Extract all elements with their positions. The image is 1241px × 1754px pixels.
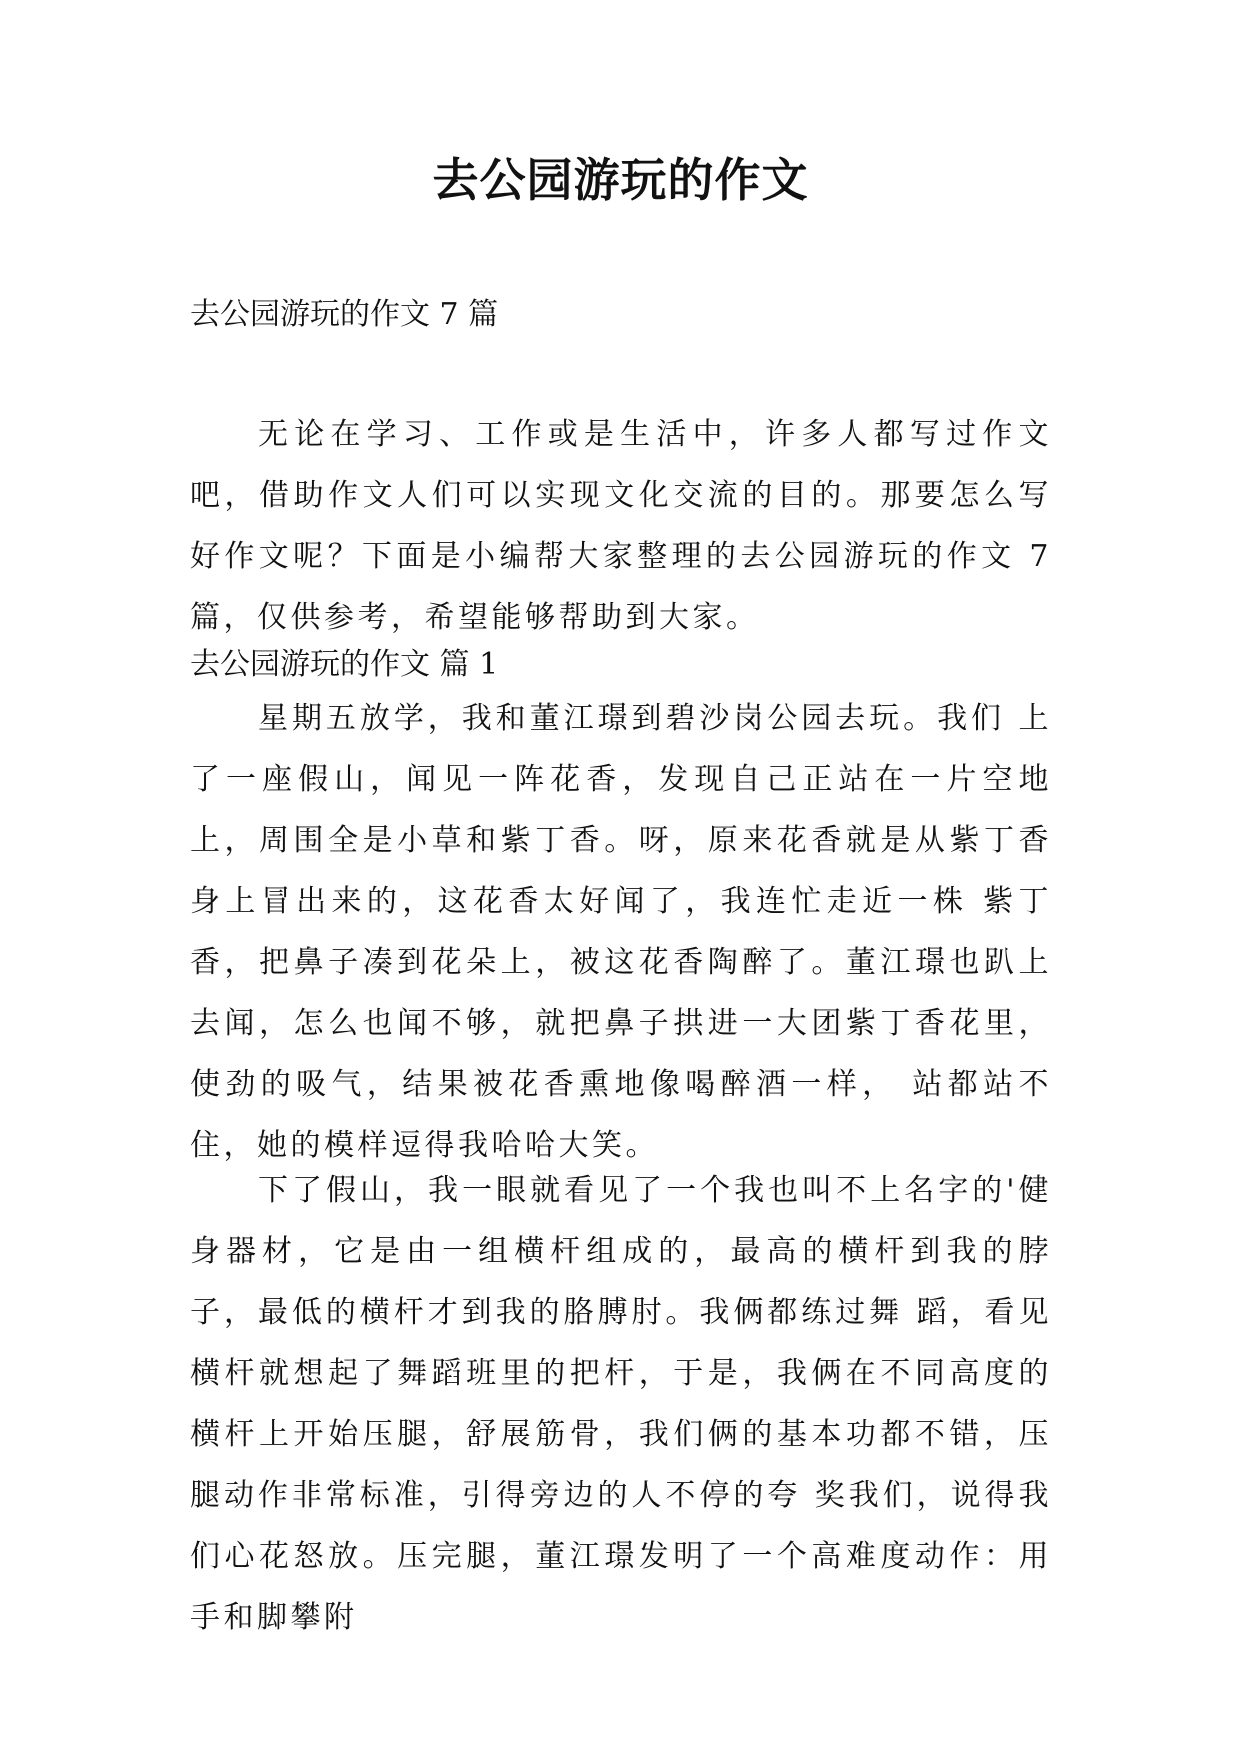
body-paragraph: 下了假山，我一眼就看见了一个我也叫不上名字的'健身器材，它是由一组横杆组成的，最高的横杆到我的脖子，最低的横杆才到我的胳膊肘。我俩都练过舞 蹈，看见横杆就想起了舞蹈班里的把杆，于是，我俩在不同高度的横杆上开始压腿，舒展筋骨，我们俩的基本功都不错，压腿动作非常标准，引得旁边的人不停的夸 奖我们，说得我们心花怒放。压完腿，董江璟发明了一个高难度动作：用手和脚攀附 <box>190 1173 1052 1635</box>
section-heading: 去公园游玩的作文 篇 1 <box>190 647 499 682</box>
intro-paragraph: 无论在学习、工作或是生活中，许多人都写过作文吧，借助作文人们可以实现文化交流的目的。那要怎么写好作文呢？下面是小编帮大家整理的去公园游玩的作文 7 篇，仅供参考，希望能够帮助到大家。 <box>190 417 1052 635</box>
body-paragraph: 星期五放学，我和董江璟到碧沙岗公园去玩。我们 上了一座假山，闻见一阵花香，发现自己正站在一片空地上，周围全是小草和紫丁香。呀，原来花香就是从紫丁香身上冒出来的，这花香太好闻了，我连忙走近一株 紫丁香，把鼻子凑到花朵上，被这花香陶醉了。董江璟也趴上去闻，怎么也闻不够，就把鼻子拱进一大团紫丁香花里，使劲的吸气，结果被花香熏地像喝醉酒一样， 站都站不住，她的模样逗得我哈哈大笑。 <box>190 701 1052 1163</box>
document-subtitle: 去公园游玩的作文 7 篇 <box>190 297 499 332</box>
document-title: 去公园游玩的作文 <box>432 153 809 207</box>
